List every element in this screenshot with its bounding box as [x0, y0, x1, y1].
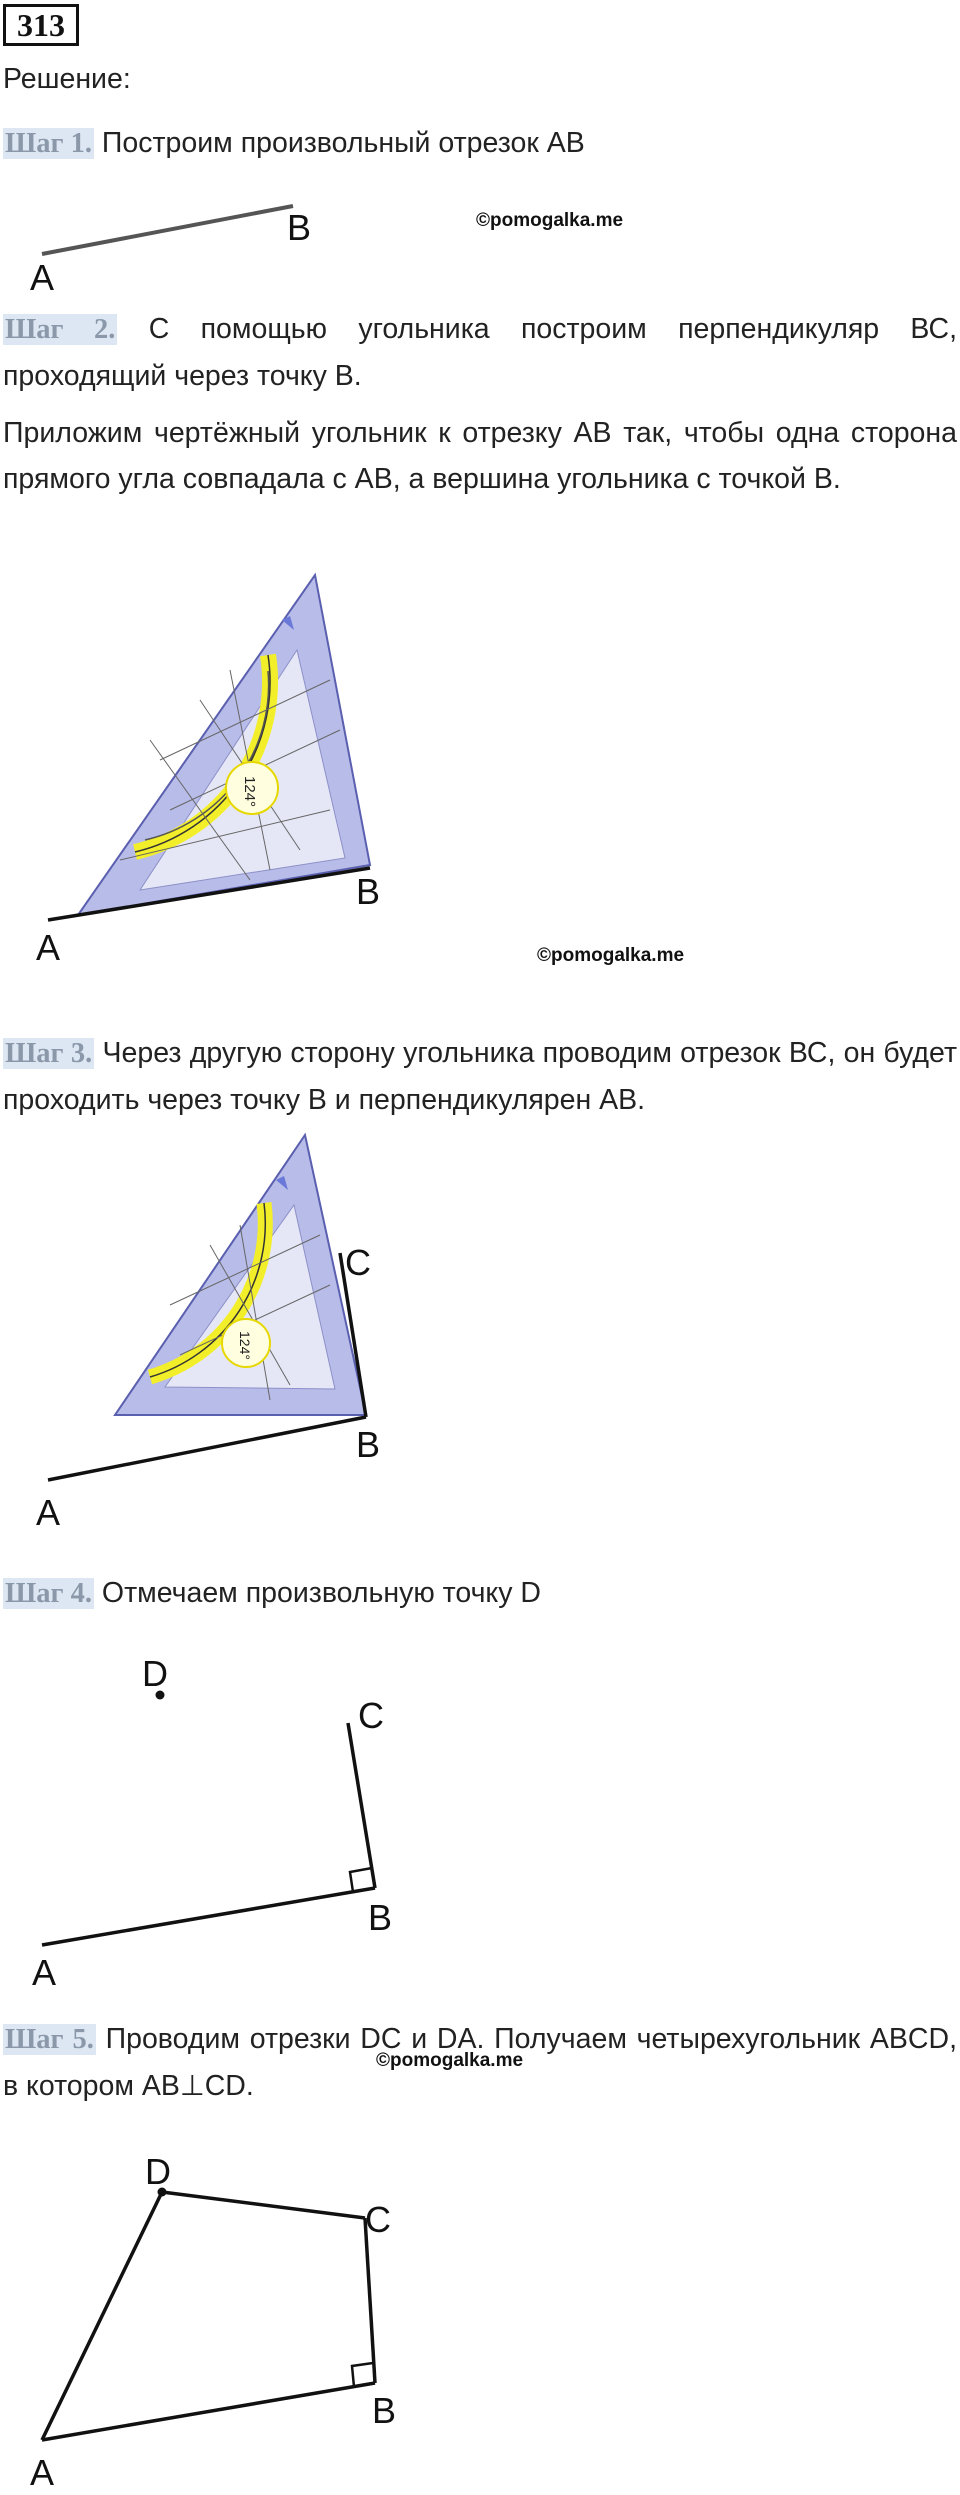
figure-segment-ab [0, 190, 960, 300]
point-b-label: B [287, 207, 312, 248]
step-4-text: Отмечаем произвольную точку D [94, 1577, 541, 1609]
step-3-text: Через другую сторону угольника проводим отрезок ВС, он будет проходить через точку В и перпендикулярен АВ. [3, 1037, 957, 1116]
step-2-text: С помощью угольника построим перпендикуляр ВС, проходящий через точку В. [3, 313, 957, 392]
point-a-label: A [36, 1492, 61, 1533]
step-1-text: Построим произвольный отрезок АВ [94, 127, 585, 159]
segment-ab [42, 1888, 375, 1945]
step-5-label: Шаг 5. [5, 2024, 94, 2055]
step-5-text: Проводим отрезки DC и DA. Получаем четырехугольник ABCD, в котором AB⊥CD. [3, 2023, 957, 2102]
segment-cd [162, 2192, 365, 2218]
point-b-label: B [368, 1897, 393, 1938]
figure-quadrilateral [0, 2140, 960, 2495]
step-4 [3, 1570, 957, 1617]
problem-number: 313 [3, 4, 79, 46]
watermark: ©pomogalka.me [376, 2050, 524, 2071]
point-d-label: D [142, 1653, 168, 1694]
segment-ab [42, 206, 293, 254]
point-d-label: D [145, 2151, 171, 2192]
point-b-label: B [356, 1424, 381, 1465]
point-c-label: C [365, 2199, 391, 2240]
segment-ab [42, 2383, 375, 2440]
point-a-label: A [30, 257, 55, 298]
step-3 [3, 1030, 957, 1123]
point-a-label: A [30, 2452, 55, 2493]
step-2-label: Шаг 2. [5, 314, 116, 345]
tool-marking: 124° [237, 1331, 253, 1360]
segment-ab [48, 1417, 366, 1480]
watermark: ©pomogalka.me [537, 945, 685, 966]
step-2-extra: Приложим чертёжный угольник к отрезку АВ так, чтобы одна сторона прямого угла совпадала с АВ, а вершина угольника с точкой В. [3, 417, 957, 495]
step-3-label: Шаг 3. [5, 1038, 93, 1069]
figure-point-d [0, 1640, 960, 2000]
segment-bc [348, 1723, 375, 1888]
point-b-label: B [372, 2390, 397, 2431]
segment-da [42, 2192, 162, 2440]
point-a-label: A [36, 927, 61, 968]
segment-bc [365, 2218, 375, 2383]
tool-marking: 124° [241, 776, 258, 808]
solution-label: Решение: [3, 63, 131, 95]
step-2 [3, 306, 957, 399]
point-b-label: B [356, 871, 381, 912]
point-a-label: A [32, 1952, 57, 1993]
point-c-label: C [358, 1695, 384, 1736]
step-4-label: Шаг 4. [5, 1578, 92, 1609]
step-1 [3, 120, 957, 167]
figure-triangle-ruler [0, 560, 960, 980]
watermark: ©pomogalka.me [476, 210, 624, 231]
figure-triangle-bc [0, 1125, 960, 1545]
point-c-label: C [345, 1242, 371, 1283]
step-1-label: Шаг 1. [5, 128, 92, 159]
